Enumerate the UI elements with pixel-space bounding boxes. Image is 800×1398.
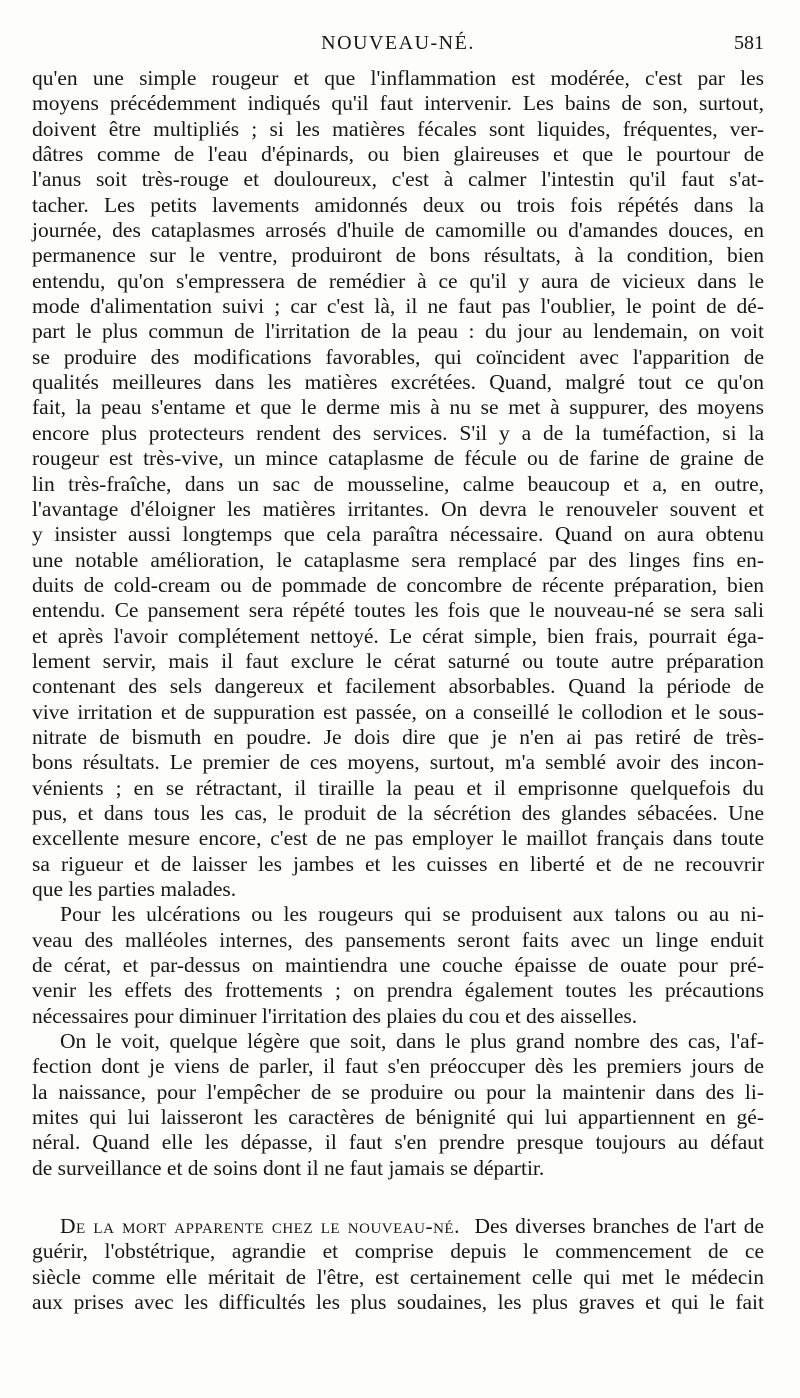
text-line: part le plus commun de l'irritation de la peau : du jour au lendemain, on voit [32, 319, 764, 344]
section-heading: De la mort apparente chez le nouveau-né. [60, 1214, 460, 1239]
text-line: doivent être multipliés ; si les matières fécales sont liquides, fréquentes, ver- [32, 116, 764, 141]
text-line: duits de cold-cream ou de pommade de concombre de récente préparation, bien [32, 572, 764, 597]
section-first-line-text: Des diverses branches de l'art de [474, 1214, 765, 1239]
text-line: vive irritation et de suppuration est passée, on a conseillé le collodion et le sous- [32, 699, 764, 724]
text-line: sa rigueur et de laisser les jambes et les cuisses en liberté et de ne recouvrir [32, 851, 764, 876]
text-line: qualités meilleures dans les matières excrétées. Quand, malgré tout ce qu'on [32, 370, 764, 395]
paragraph-3 [32, 1029, 764, 1181]
text-line: aux prises avec les difficultés les plus soudaines, les plus graves et qui le fait [32, 1290, 764, 1315]
text-line: l'anus soit très-rouge et douloureux, c'est à calmer l'intestin qu'il faut s'at- [32, 167, 764, 192]
paragraph-1 [32, 66, 764, 902]
text-line: permanence sur le ventre, produiront de bons résultats, à la condition, bien [32, 243, 764, 268]
text-line: rougeur est très-vive, un mince cataplasme de fécule ou de farine de graine de [32, 446, 764, 471]
text-line: pus, et dans tous les cas, le produit de la sécrétion des glandes sébacées. Une [32, 800, 764, 825]
page-header [32, 20, 764, 60]
text-line: qu'en une simple rougeur et que l'inflammation est modérée, c'est par les [32, 66, 764, 90]
section-first-line [32, 1214, 764, 1239]
text-line: la naissance, pour l'empêcher de se produire ou pour la maintenir dans des li- [32, 1079, 764, 1104]
text-line: se produire des modifications favorables, qui coïncident avec l'apparition de [32, 344, 764, 369]
text-line: siècle comme elle méritait de l'être, est certainement celle qui met le médecin [32, 1264, 764, 1289]
text-line: contenant des sels dangereux et facilement absorbables. Quand la période de [32, 674, 764, 699]
text-line: nitrate de bismuth en poudre. Je dois dire que je n'en ai pas retiré de très- [32, 724, 764, 749]
paragraph-2 [32, 902, 764, 1029]
section-apparent-death [32, 1214, 764, 1315]
text-line: entendu. Ce pansement sera répété toutes les fois que le nouveau-né se sera sali [32, 598, 764, 623]
text-line: l'avantage d'éloigner les matières irritantes. On devra le renouveler souvent et [32, 496, 764, 521]
text-line: entendu, qu'on s'empressera de remédier à ce qu'il y aura de vicieux dans le [32, 268, 764, 293]
text-line: vénients ; en se rétractant, il tiraille la peau et il emprisonne quelquefois du [32, 775, 764, 800]
text-line: dâtres comme de l'eau d'épinards, ou bien glaireuses et que le pourtour de [32, 142, 764, 167]
text-line: une notable amélioration, le cataplasme sera remplacé par des linges fins en- [32, 547, 764, 572]
text-line: mode d'alimentation suivi ; car c'est là, il ne faut pas l'oublier, le point de dé- [32, 294, 764, 319]
running-title: NOUVEAU-NÉ. [321, 32, 475, 54]
page-number: 581 [734, 32, 764, 54]
text-line: fait, la peau s'entame et que le derme mis à nu se met à suppurer, des moyens [32, 395, 764, 420]
text-line: de surveillance et de soins dont il ne faut jamais se départir. [32, 1155, 545, 1180]
text-line: mites qui lui laisseront les caractères de bénignité qui lui appartiennent en gé- [32, 1105, 764, 1130]
text-line: tacher. Les petits lavements amidonnés deux ou trois fois répétés dans la [32, 192, 764, 217]
text-line: moyens précédemment indiqués qu'il faut intervenir. Les bains de son, surtout, [32, 91, 764, 116]
text-line: néral. Quand elle les dépasse, il faut s'en prendre presque toujours au défaut [32, 1130, 764, 1155]
text-line: journée, des cataplasmes arrosés d'huile de camomille ou d'amandes douces, en [32, 218, 764, 243]
text-line: lement servir, mais il faut exclure le cérat saturné ou toute autre préparation [32, 648, 764, 673]
text-line: On le voit, quelque légère que soit, dans le plus grand nombre des cas, l'af- [60, 1029, 764, 1054]
text-line: bons résultats. Le premier de ces moyens, surtout, m'a semblé avoir des incon- [32, 750, 764, 775]
text-line: excellente mesure encore, c'est de ne pas employer le maillot français dans toute [32, 826, 764, 851]
text-line: fection dont je viens de parler, il faut s'en préoccuper dès les premiers jours de [32, 1054, 764, 1079]
body-text [32, 66, 764, 1316]
text-line: encore plus protecteurs rendent des services. S'il y a de la tuméfaction, si la [32, 420, 764, 445]
text-line: y insister aussi longtemps que cela paraîtra nécessaire. Quand on aura obtenu [32, 522, 764, 547]
text-line: venir les effets des frottements ; on prendra également toutes les précautions [32, 978, 764, 1003]
text-line: veau des malléoles internes, des pansements seront faits avec un linge enduit [32, 927, 764, 952]
text-line: que les parties malades. [32, 877, 237, 901]
text-line: Pour les ulcérations ou les rougeurs qui se produisent aux talons ou au ni- [60, 902, 764, 927]
text-line: et après l'avoir complétement nettoyé. Le cérat simple, bien frais, pourrait éga- [32, 623, 764, 648]
text-line: lin très-fraîche, dans un sac de mousseline, calme beaucoup et a, en outre, [32, 471, 764, 496]
text-line: de cérat, et par-dessus on maintiendra une couche épaisse de ouate pour pré- [32, 953, 764, 978]
text-line: nécessaires pour diminuer l'irritation des plaies du cou et des aisselles. [32, 1003, 638, 1028]
section-gap [32, 1181, 764, 1214]
text-line: guérir, l'obstétrique, agrandie et comprise depuis le commencement de ce [32, 1239, 764, 1264]
